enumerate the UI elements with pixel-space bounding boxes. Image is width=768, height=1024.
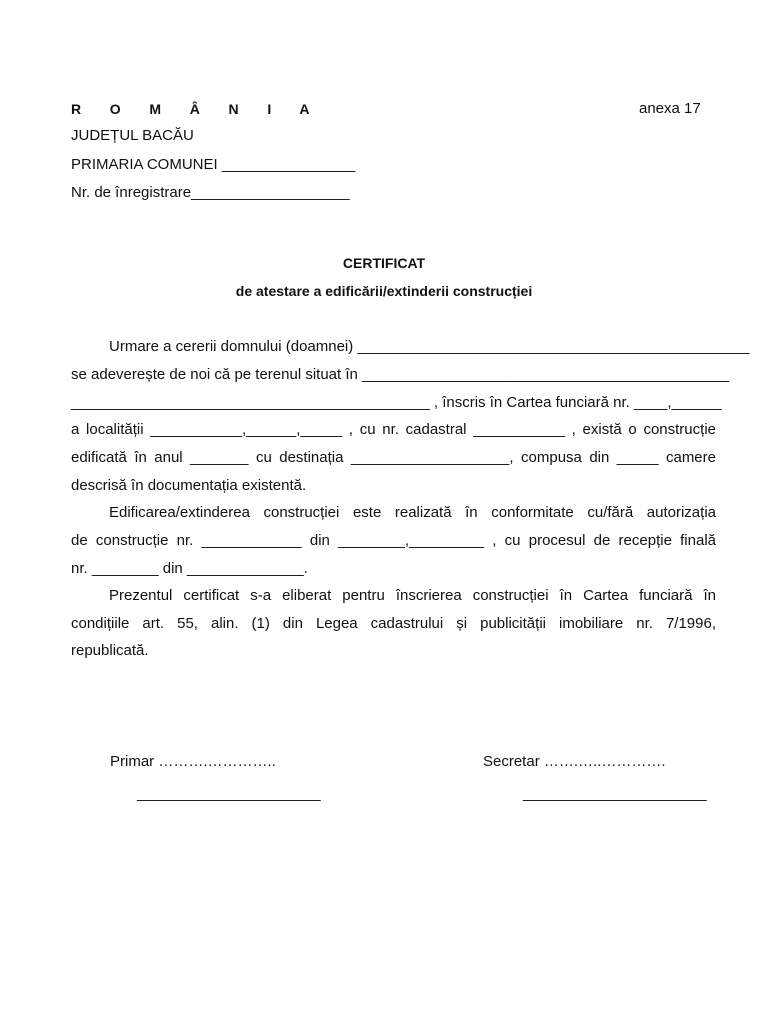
mayor-signature-line: ______________________ [137, 785, 321, 802]
body-line: edificată în anul _______ cu destinația ___________________, compusa din _____ camere [71, 449, 716, 466]
annex-label: anexa 17 [639, 100, 701, 117]
body-line: ___________________________________________ , înscris în Cartea funciară nr. ____,______ [71, 394, 722, 411]
county-label: JUDEȚUL BACĂU [71, 127, 194, 144]
mayoralty-label: PRIMARIA COMUNEI ________________ [71, 156, 356, 173]
body-line: Prezentul certificat s-a eliberat pentru înscrierea construcției în Cartea funciară în [109, 587, 716, 604]
body-line: a localității ___________,______,_____ , cu nr. cadastral ___________ , există o construcție [71, 421, 716, 438]
body-line: descrisă în documentația existentă. [71, 477, 307, 494]
registration-number-label: Nr. de înregistrare___________________ [71, 184, 350, 201]
body-line: Urmare a cererii domnului (doamnei) _______________________________________________ [109, 338, 750, 355]
body-line: condițiile art. 55, alin. (1) din Legea cadastrului și publicității imobiliare nr. 7/1996, [71, 615, 716, 632]
secretary-signature-line: ______________________ [523, 785, 707, 802]
body-line: republicată. [71, 642, 149, 659]
body-line: se adeverește de noi că pe terenul situat în ____________________________________________ [71, 366, 730, 383]
country-heading: R O M Â N I A [71, 101, 322, 117]
body-line: Edificarea/extinderea construcției este realizată în conformitate cu/fără autorizația [109, 504, 716, 521]
body-line: de construcție nr. ____________ din ________,_________ , cu procesul de recepție finală [71, 532, 716, 549]
certificate-title: CERTIFICAT [342, 255, 426, 271]
secretary-signature-label: Secretar …….…..…………. [483, 753, 666, 770]
body-line: nr. ________ din ______________. [71, 560, 308, 577]
mayor-signature-label: Primar ……….………….. [110, 753, 276, 770]
certificate-subtitle: de atestare a edificării/extinderii construcției [235, 283, 533, 299]
